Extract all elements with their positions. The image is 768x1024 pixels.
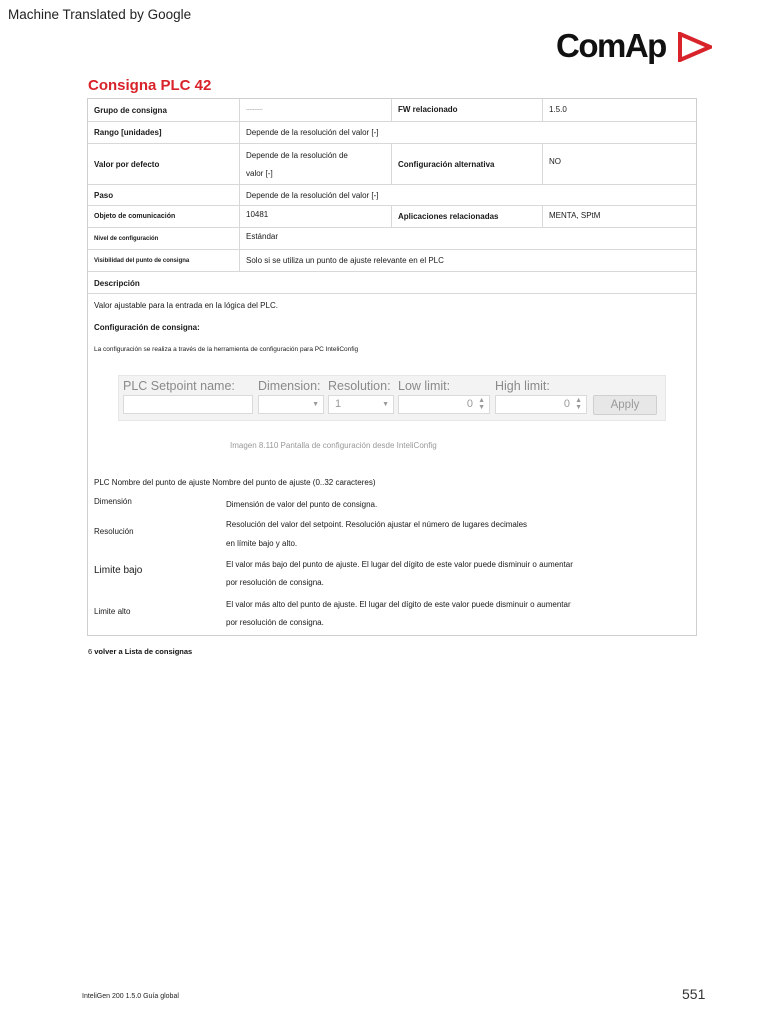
row-label: Paso <box>88 185 240 205</box>
banner-text: Machine Translated by Google <box>8 7 192 22</box>
row-value: NO <box>549 157 561 166</box>
backlink-number: 6 <box>88 647 93 656</box>
row-value: Solo si se utiliza un punto de ajuste relevante en el PLC <box>246 256 444 265</box>
high-limit-value: 0 <box>563 398 570 410</box>
name-label: PLC Setpoint name: <box>123 379 235 393</box>
dimension-label: Dimension: <box>258 379 321 393</box>
low-limit-input <box>398 395 490 414</box>
resolution-select <box>328 395 394 414</box>
divider <box>88 293 696 294</box>
row-label: Valor por defecto <box>88 144 240 184</box>
footer-doc-title: InteliGen 200 1.5.0 Guía global <box>82 993 179 1000</box>
chevron-down-icon: ▼ <box>382 401 389 408</box>
row-value: 10481 <box>246 210 269 219</box>
row-label: FW relacionado <box>391 99 543 121</box>
dimension-select <box>258 395 324 414</box>
row-label: Aplicaciones relacionadas <box>391 206 543 227</box>
param-desc: El valor más alto del punto de ajuste. El lugar del dígito de este valor puede disminuir o aumentar <box>226 600 571 609</box>
table-row <box>88 185 696 206</box>
param-desc: por resolución de consigna. <box>226 578 324 587</box>
setpoint-table <box>87 98 697 636</box>
row-value: 1.5.0 <box>549 105 567 114</box>
param-desc: Resolución del valor del setpoint. Resolución ajustar el número de lugares decimales <box>226 520 528 529</box>
description-header: Descripción <box>94 279 140 288</box>
param-desc: El valor más bajo del punto de ajuste. El lugar del dígito de este valor puede disminuir o aumentar <box>226 560 573 569</box>
param-name: Resolución <box>94 527 134 536</box>
table-row <box>88 250 696 272</box>
row-label: Objeto de comunicación <box>88 206 240 227</box>
param-desc: Dimensión de valor del punto de consigna. <box>226 500 378 509</box>
spinner-icon: ▲ ▼ <box>575 397 582 411</box>
row-value: Depende de la resolución del valor [-] <box>246 128 379 137</box>
backlink-text[interactable]: volver a Lista de consignas <box>94 647 193 656</box>
description-text: Valor ajustable para la entrada en la lógica del PLC. <box>94 301 278 310</box>
row-value <box>240 144 391 184</box>
row-value: ---------- <box>246 107 263 113</box>
config-note: La configuración se realiza a través de la herramienta de configuración para PC InteliConfig <box>94 346 359 353</box>
param-name: Limite bajo <box>94 565 143 576</box>
inteliconfig-screenshot <box>118 375 666 421</box>
page-number: 551 <box>682 986 706 1002</box>
row-value-line: valor [-] <box>246 169 273 178</box>
name-input <box>123 395 253 414</box>
low-limit-label: Low limit: <box>398 379 451 393</box>
apply-button: Apply <box>593 395 657 415</box>
low-limit-value: 0 <box>466 398 473 410</box>
logo-arrow-icon <box>678 32 712 62</box>
table-row <box>88 122 696 144</box>
figure-caption: Imagen 8.110 Pantalla de configuración desde InteliConfig <box>230 441 437 450</box>
high-limit-label: High limit: <box>495 379 550 393</box>
param-desc: en límite bajo y alto. <box>226 539 298 548</box>
config-header: Configuración de consigna: <box>94 323 200 332</box>
comap-logo <box>556 26 716 66</box>
table-row <box>88 144 696 185</box>
table-row <box>88 206 696 228</box>
logo-text: ComAp <box>556 27 666 64</box>
table-row <box>88 99 696 122</box>
param-desc: por resolución de consigna. <box>226 618 324 627</box>
chevron-down-icon: ▼ <box>312 401 319 408</box>
row-label: Configuración alternativa <box>391 144 543 184</box>
high-limit-input <box>495 395 587 414</box>
resolution-value: 1 <box>335 398 342 410</box>
row-value: MENTA, SPtM <box>549 211 601 220</box>
back-to-list-link[interactable] <box>88 647 192 656</box>
row-label: Rango [unidades] <box>88 122 240 143</box>
row-label: Grupo de consigna <box>88 99 240 121</box>
table-row <box>88 228 696 250</box>
row-value: Depende de la resolución del valor [-] <box>246 190 379 200</box>
row-label: Visibilidad del punto de consigna <box>88 250 240 271</box>
row-label: Nivel de configuración <box>88 228 240 249</box>
row-value-line: Depende de la resolución de <box>246 151 348 160</box>
param-name: Limite alto <box>94 607 131 616</box>
spinner-icon: ▲ ▼ <box>478 397 485 411</box>
page-title: Consigna PLC 42 <box>88 77 212 94</box>
param-name: Dimensión <box>94 497 132 506</box>
resolution-label: Resolution: <box>328 379 391 393</box>
row-value: Estándar <box>246 232 279 241</box>
params-intro: PLC Nombre del punto de ajuste Nombre del punto de ajuste (0..32 caracteres) <box>94 478 376 487</box>
